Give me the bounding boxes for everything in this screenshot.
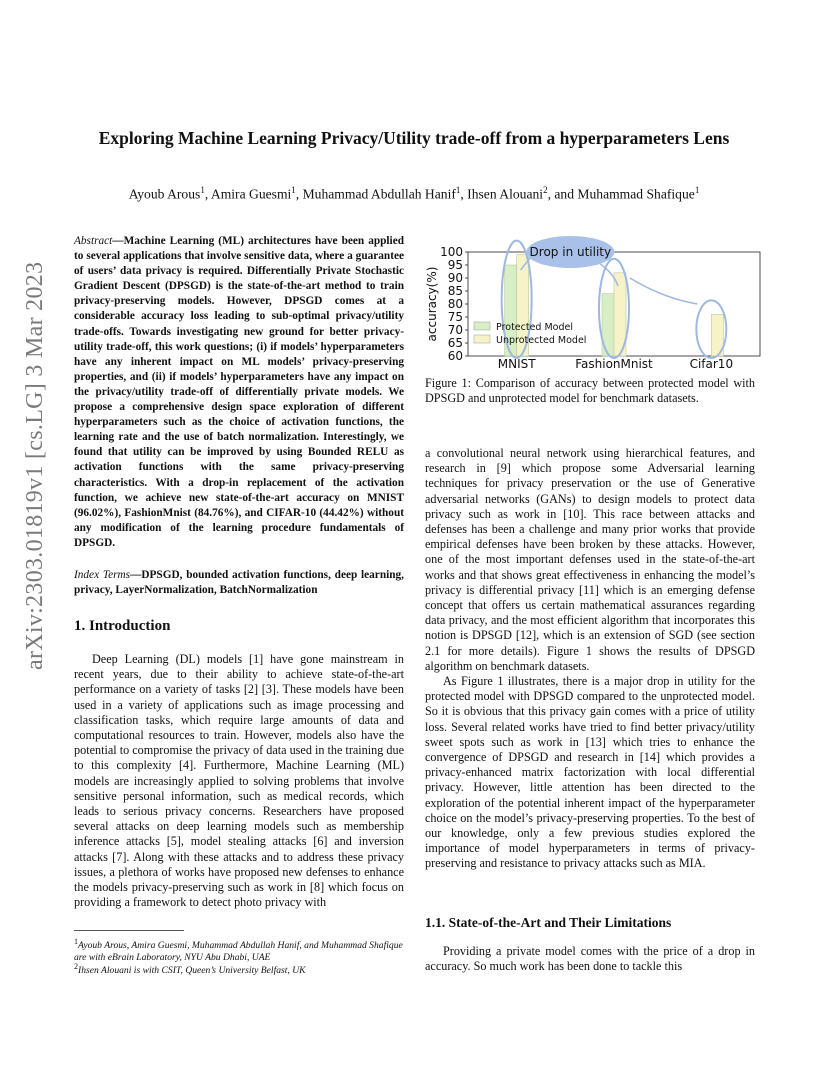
y-tick-label: 95 (447, 258, 463, 272)
y-tick-label: 100 (440, 245, 463, 259)
index-terms-label: Index Terms (74, 569, 131, 581)
legend-entry: Unprotected Model (496, 335, 587, 346)
right-column-body (425, 446, 755, 872)
right-paragraph-2: As Figure 1 illustrates, there is a major drop in utility for the protected model with DPSGD compared to the unprotected model. So it is obvious that this privacy gain comes with a price of utility loss. Several related works have tried to find better privacy/utility sweet spots such as work in [13] which tries to enhance the convergence of DPSGD and research in [14] which provides a privacy-enhanced matrix factorization with local differential privacy. However, little attention has been directed to the exploration of the potential inherent impact of the hyperparameter choice on the model’s privacy-preserving properties. To the best of our knowledge, only a few previous studies explored the importance of model hyperparameters in terms of privacy-preserving and resistance to privacy attacks such as MIA. (425, 674, 755, 871)
legend-swatch (474, 335, 490, 343)
right-paragraph-1: a convolutional neural network using hierarchical features, and research in [9] which propose some Adversarial learning techniques for privacy preservation or the use of Generative adversarial networks (GANs) to design models to protect data privacy such as work in [10]. This race between attacks and defenses has been a challenge and many prior works that provide empirical defenses have been broken by these attacks. However, one of the most important defenses used in the state-of-the-art works and that shows great effectiveness in enhancing the model’s privacy is differential privacy [11] which is an emerging defense concept that offers us certain mathematical assurances regarding data privacy, and the most efficient algorithm that incorporates this notion is DPSGD [12], which is an extension of SGD (see section 2.1 for more details). Figure 1 shows the results of DPSGD algorithm on benchmark datasets. (425, 446, 755, 673)
index-terms (74, 568, 404, 598)
footnote-rule (74, 930, 184, 931)
intro-paragraph: Deep Learning (DL) models [1] have gone mainstream in recent years, due to their ability to achieve state-of-the-art performance on a variety of tasks [2] [3]. These models have been used in a variety of applications such as image processing and classification tasks, which require large amounts of data and computational resources to train. However, models also have the potential to compromise the privacy of data used in the training due to this complexity [4]. Furthermore, Machine Learning (ML) models are increasingly applied to solving problems that involve sensitive personal information, such as medical records, which leads to serious privacy concerns. Researchers have proposed several attacks on deep learning models such as membership inference attacks [5], model stealing attacks [6] and inversion attacks [7]. Along with these attacks and to address these privacy issues, a plethora of works have proposed new defenses to enhance the models privacy-preserving such as work in [8] which focus on providing a framework to detect photo privacy with (74, 652, 404, 910)
author-affiliation-mark: 1 (455, 185, 461, 195)
legend-entry: Protected Model (496, 322, 574, 333)
accuracy-bar-chart (418, 232, 768, 372)
footnote-2-text: Ihsen Alouani is with CSIT, Queen’s University Belfast, UK (78, 965, 306, 977)
author-separator: , (460, 186, 468, 202)
author-affiliation-mark: 1 (291, 185, 296, 195)
introduction-body (74, 652, 404, 910)
section-heading-introduction: 1. Introduction (74, 618, 171, 634)
y-tick-label: 80 (447, 297, 463, 311)
author-separator: , and (547, 186, 578, 202)
y-tick-label: 85 (447, 284, 463, 298)
author-name: Muhammad Shafique (577, 186, 695, 202)
author-name: Ayoub Arous (128, 186, 201, 202)
y-tick-label: 90 (447, 271, 463, 285)
abstract-text: —Machine Learning (ML) architectures have been applied to several applications that involve sensitive data, where a guarantee of users’ data privacy is required. Differentially Private Stochastic Gradient Descent (DPSGD) is the state-of-the-art method to train privacy-preserving models. However, DPSGD comes at a considerable accuracy loss leading to sub-optimal privacy/utility trade-offs. Towards investigating new ground for better privacy-utility trade-off, this work questions; (i) if models’ hyperparameters have any inherent impact on ML models’ privacy-preserving properties, and (ii) if models’ hyperparameters have any impact on the privacy/utility trade-off of differentially private models. We propose a comprehensive design space exploration of different hyperparameters such as the choice of activation functions, the learning rate and the use of batch normalization. Interestingly, we found that utility can be improved by using Bounded RELU as activation functions with the same privacy-preserving characteristics. With a drop-in replacement of the activation function, we achieve new state-of-the-art accuracy on MNIST (96.02%), FashionMnist (84.76%), and CIFAR-10 (44.42%) without any modification of the learning procedure fundamentals of DPSGD. (74, 235, 404, 549)
y-axis-label: accuracy(%) (425, 266, 439, 342)
y-tick-label: 75 (447, 310, 463, 324)
annotation-arrow (630, 278, 697, 304)
author-name: Ihsen Alouani (467, 186, 544, 202)
abstract (74, 234, 404, 551)
author-list (40, 185, 788, 203)
author-affiliation-mark: 2 (543, 185, 548, 195)
subsection-heading: 1.1. State-of-the-Art and Their Limitations (425, 915, 672, 930)
footnote-1: $^1$Ayoub Arous, Amira Guesmi, Muhammad Abdullah Hanif, and Muhammad Shafique are with eBrain Laboratory, NYU Abu Dhabi, UAE (74, 937, 403, 964)
author-separator: , (204, 186, 211, 202)
footnote-1-text: Ayoub Arous, Amira Guesmi, Muhammad Abdullah Hanif, and Muhammad Shafique are with eBrain Laboratory, NYU Abu Dhabi, UAE (74, 940, 403, 964)
right-column-tail (425, 944, 755, 974)
arxiv-identifier: arXiv:2303.01819v1 [cs.LG] 3 Mar 2023 (22, 261, 48, 670)
y-tick-label: 70 (447, 323, 463, 337)
y-tick-label: 65 (447, 336, 463, 350)
x-tick-label: Cifar10 (689, 357, 734, 371)
y-tick-label: 60 (447, 349, 463, 363)
author-affiliation-mark: 1 (200, 185, 205, 195)
author-name: Amira Guesmi (210, 186, 292, 202)
x-tick-label: MNIST (497, 357, 536, 371)
index-terms-text: —DPSGD, bounded activation functions, deep learning, privacy, LayerNormalization, BatchNormalization (74, 569, 405, 597)
x-tick-label: FashionMnist (575, 357, 653, 371)
abstract-label: Abstract (74, 235, 113, 247)
paper-title: Exploring Machine Learning Privacy/Utility trade-off from a hyperparameters Lens (98, 128, 730, 148)
author-name: Muhammad Abdullah Hanif (302, 186, 456, 202)
figure-caption: Figure 1: Comparison of accuracy between protected model with DPSGD and unprotected model for benchmark datasets. (425, 376, 755, 406)
author-affiliation-mark: 1 (694, 185, 700, 195)
right-paragraph-3: Providing a private model comes with the price of a drop in accuracy. So much work has been done to tackle this (425, 944, 755, 974)
footnote-2: $^2$Ihsen Alouani is with CSIT, Queen’s University Belfast, UK (74, 962, 306, 977)
author-separator: , (295, 186, 303, 202)
annotation-text: Drop in utility (529, 245, 612, 259)
legend-swatch (474, 322, 490, 330)
